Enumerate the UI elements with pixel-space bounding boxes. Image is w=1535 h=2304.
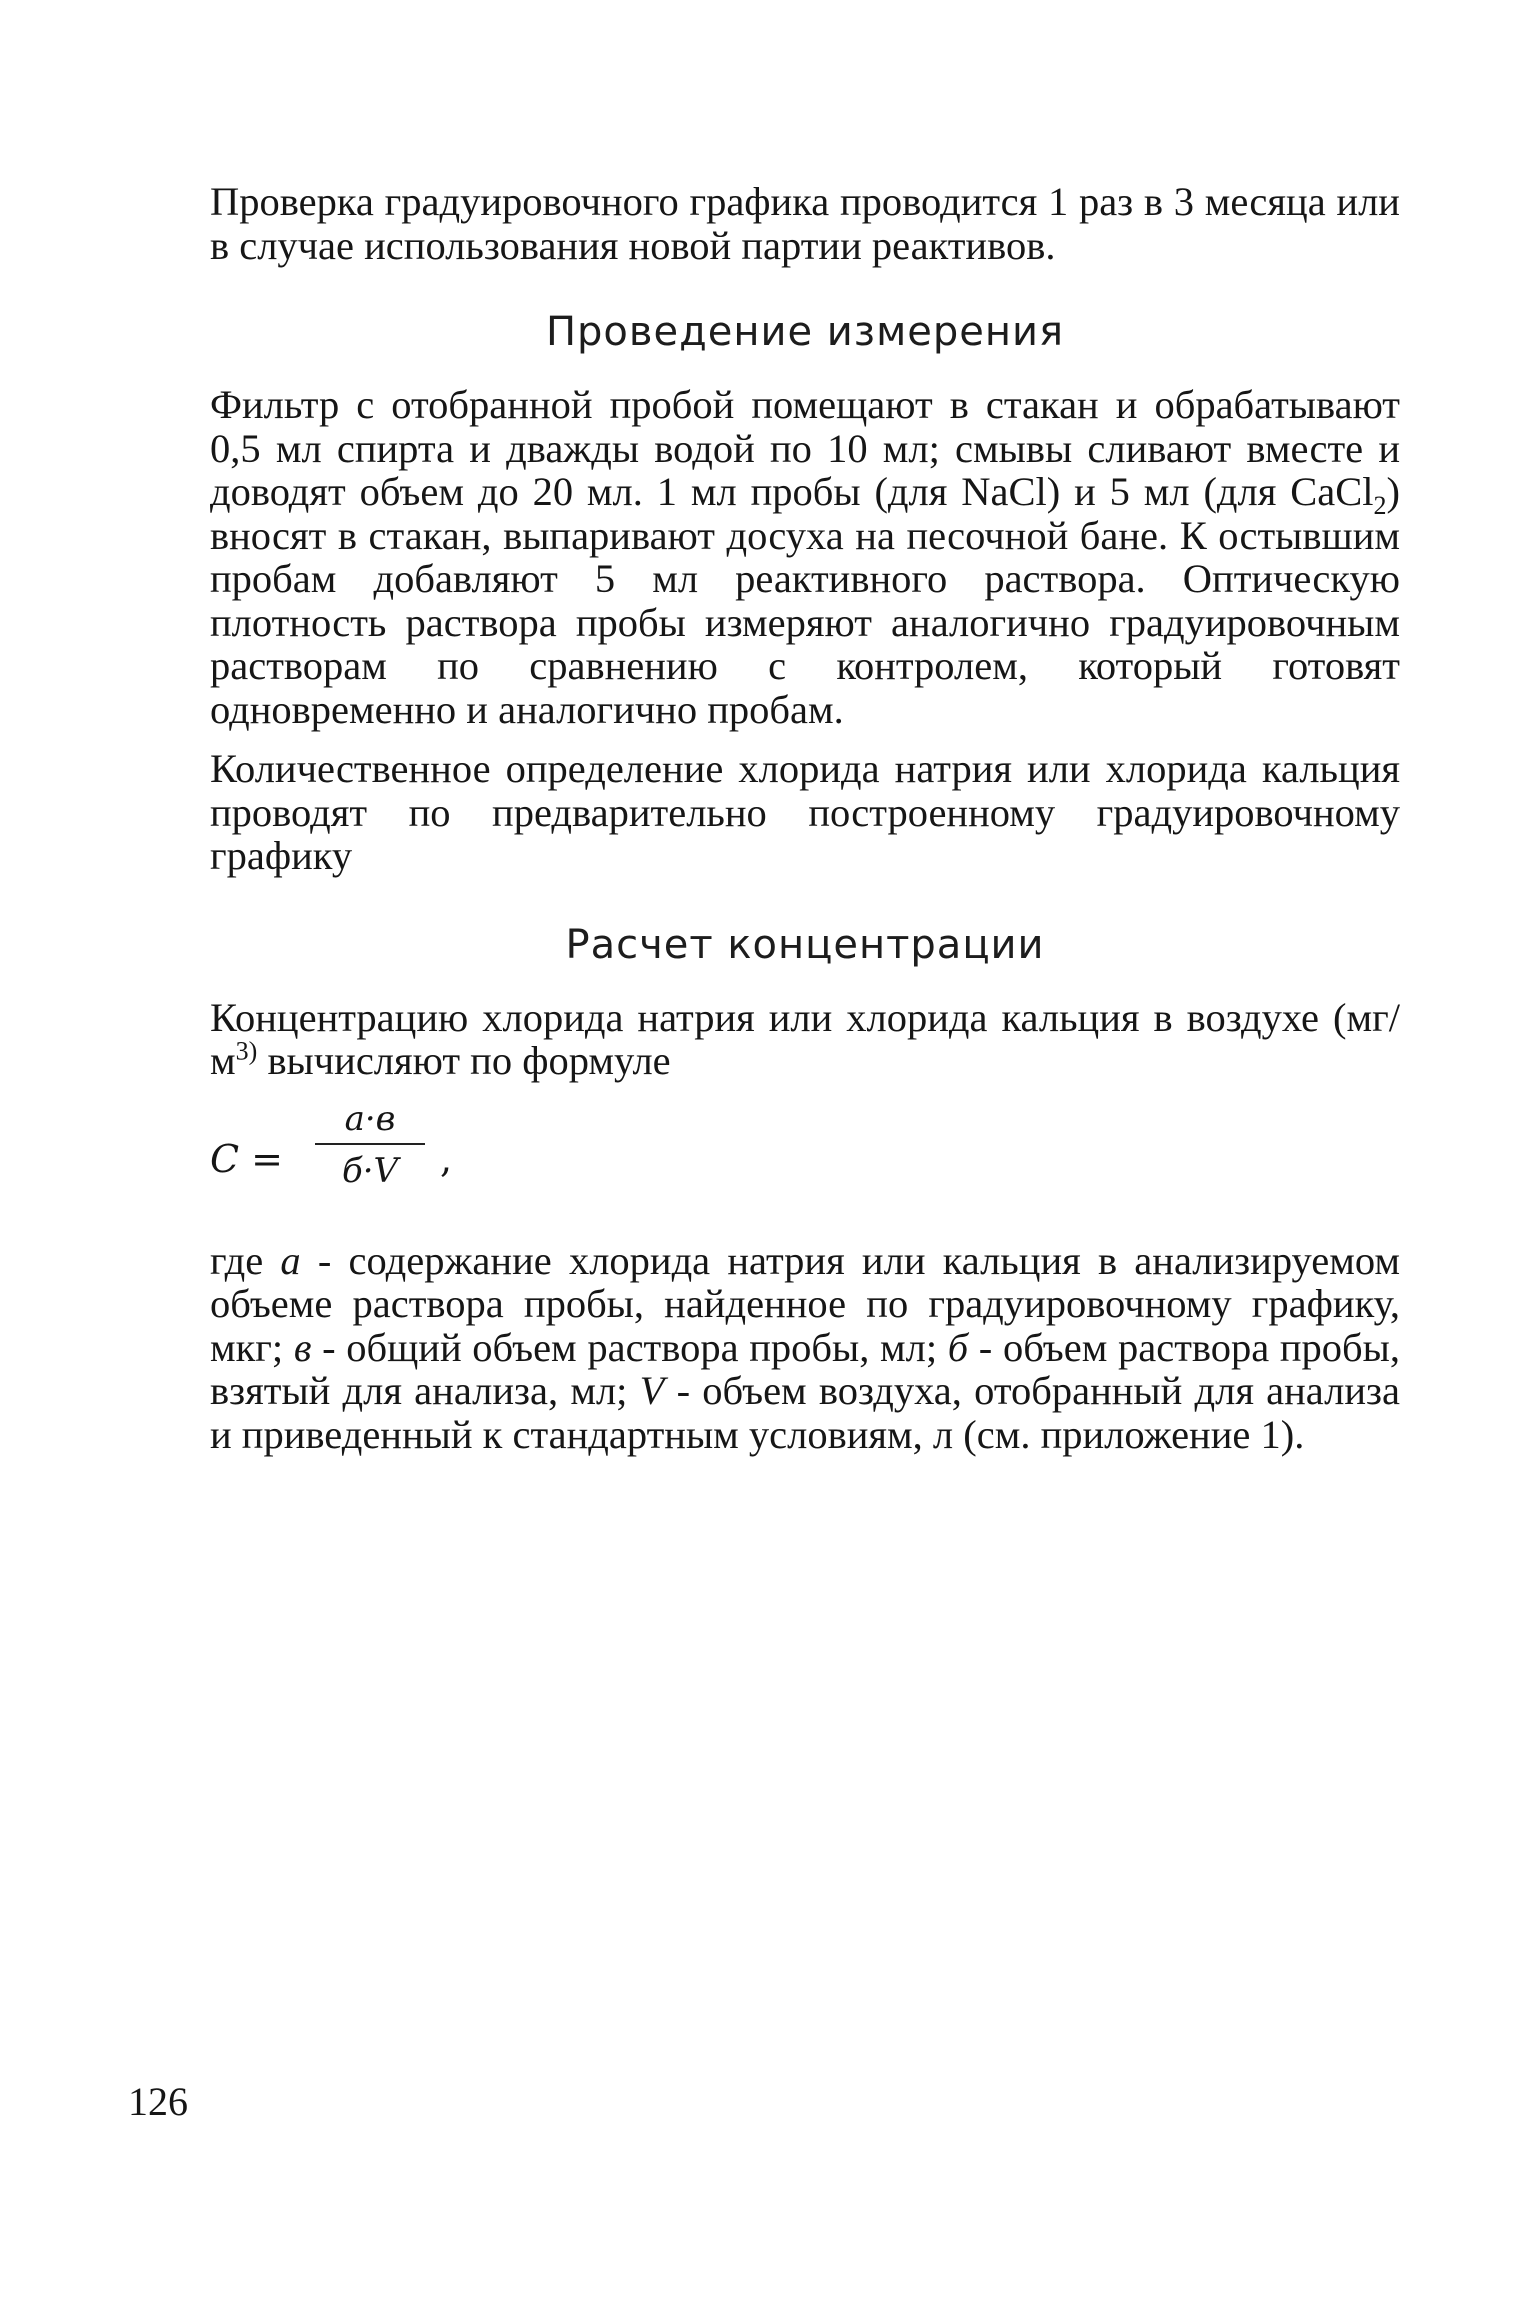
variable-a: a	[280, 1237, 301, 1283]
text-column	[210, 180, 1400, 1456]
text-span: - общий объем раствора пробы, мл;	[311, 1324, 948, 1370]
section-heading-concentration: Расчет концентрации	[565, 921, 1045, 968]
subscript: 2	[1373, 491, 1387, 521]
variable-b: б	[947, 1324, 969, 1370]
formula-fraction	[315, 1097, 425, 1193]
text-span: где	[210, 1237, 281, 1283]
text-span: ) вносят в стакан, выпаривают досуха на песочной бане. К остывшим пробам добавляют 5 мл реактивного раствора. Оптическую плотность раствора пробы измеряют аналогично градуировочным растворам по сравнению с контролем, который готовят одновременно и аналогично пробам.	[210, 469, 1400, 732]
formula-denominator: б·V	[341, 1150, 399, 1191]
text-span: - объем воздуха, отобранный для анализа и приведенный к стандартным условиям, л (см. приложение 1).	[210, 1368, 1400, 1457]
text-span: - объем раствора пробы, взятый для анализа, мл;	[210, 1324, 1401, 1413]
variable-v-lower: в	[293, 1324, 312, 1370]
paragraph-concentration-intro	[210, 996, 1400, 1083]
formula-lhs: C =	[210, 1136, 283, 1181]
text-span: Фильтр с отобранной пробой помещают в стакан и обрабатывают 0,5 мл спирта и дважды водой по 10 мл; смывы сливают вместе и доводят объем до 20 мл. 1 мл пробы (для NaCl) и 5 мл (для CaCl	[210, 382, 1400, 514]
text-span: вычисляют по формуле	[257, 1038, 671, 1083]
formula-numerator: a·в	[344, 1098, 396, 1139]
superscript: 3)	[235, 1036, 258, 1066]
concentration-formula	[210, 1097, 1400, 1217]
paragraph-quantitative-determination: Количественное определение хлорида натрия или хлорида кальция проводят по предварительно построенному градуировочному графику	[210, 746, 1400, 878]
page-number: 126	[128, 2079, 188, 2124]
paragraph-measurement-procedure	[210, 383, 1400, 731]
fraction-bar	[315, 1143, 425, 1145]
paragraph-variable-definitions	[210, 1239, 1400, 1457]
text-span: Концентрацию хлорида натрия или хлорида кальция в воздухе (мг/м	[210, 994, 1400, 1083]
text-span: - содержание хлорида натрия или кальция в анализируемом объеме раствора пробы, найденное по градуировочному графику, мкг;	[210, 1237, 1400, 1370]
section-heading-measurement: Проведение измерения	[545, 309, 1065, 355]
formula-comma: ,	[440, 1136, 453, 1181]
paragraph-calibration-check: Проверка градуировочного графика проводится 1 раз в 3 месяца или в случае использования новой партии реактивов.	[210, 179, 1400, 268]
variable-V: V	[639, 1368, 665, 1413]
